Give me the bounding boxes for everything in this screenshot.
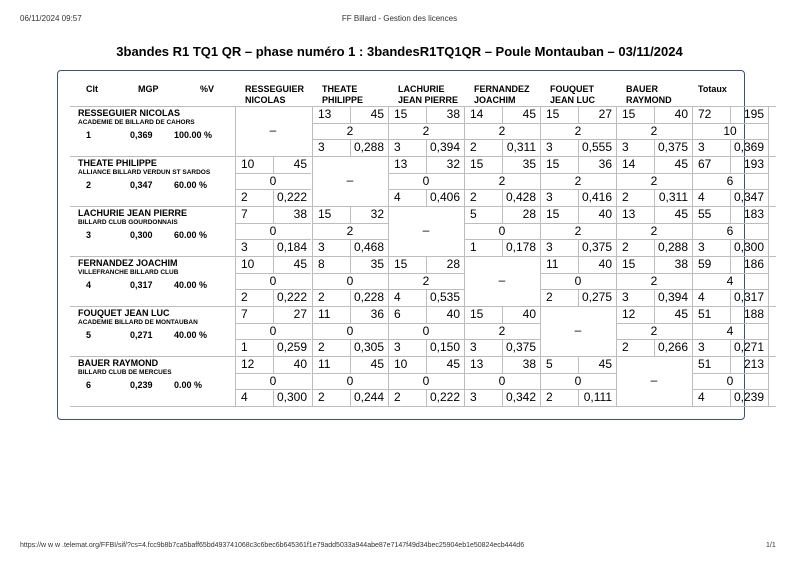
match-total-points: 40: [598, 207, 612, 221]
player-rank: 1: [86, 130, 92, 140]
match-reprises: 2: [318, 290, 325, 305]
header-totals: Totaux: [698, 84, 727, 94]
player-mgp: 0,271: [130, 330, 153, 340]
match-average: 0,266: [657, 340, 688, 355]
match-total-points: 38: [522, 357, 536, 371]
match-reprises: 3: [622, 290, 629, 305]
match-points: 15: [546, 157, 560, 171]
match-match-points: 2: [422, 273, 430, 288]
match-average: 0,375: [657, 140, 688, 155]
match-points: 15: [546, 107, 560, 121]
match-reprises: 3: [470, 340, 477, 355]
match-points: 10: [241, 257, 255, 271]
match-total-points: 27: [598, 107, 612, 121]
match-total-points: 45: [674, 157, 688, 171]
match-points: 11: [318, 307, 331, 321]
total-points: 72: [698, 107, 712, 121]
diagonal-empty-cell: –: [346, 172, 354, 187]
match-points: 14: [470, 107, 484, 121]
match-average: 0,222: [276, 290, 307, 305]
match-reprises: 2: [622, 340, 629, 355]
results-table: [70, 80, 776, 408]
match-average: 0,311: [658, 190, 688, 205]
diagonal-empty-cell: –: [498, 272, 506, 287]
match-points: 15: [622, 107, 636, 121]
player-mgp: 0,300: [130, 230, 153, 240]
match-total-points: 45: [674, 307, 688, 321]
match-points: 13: [622, 207, 636, 221]
match-match-points: 2: [574, 223, 582, 238]
match-total-points: 36: [598, 157, 612, 171]
match-average: 0,288: [657, 240, 688, 255]
match-match-points: 2: [650, 273, 658, 288]
player-club: BILLARD CLUB DE MERCUES: [78, 369, 172, 376]
total-average: 0,271: [733, 340, 764, 355]
match-points: 7: [241, 207, 248, 221]
match-match-points: 0: [498, 223, 506, 238]
player-name: BAUER RAYMOND: [78, 358, 159, 368]
match-match-points: 0: [574, 273, 582, 288]
total-total-points: 186: [743, 257, 764, 271]
print-page-number: 1/1: [766, 542, 776, 549]
diagonal-empty-cell: –: [650, 372, 658, 387]
match-total-points: 45: [370, 107, 384, 121]
player-rank: 5: [86, 330, 92, 340]
match-total-points: 40: [293, 357, 307, 371]
match-match-points: 2: [574, 123, 582, 138]
match-average: 0,468: [353, 240, 384, 255]
total-reprises: 4: [698, 190, 705, 205]
print-url: https://w w w .telemat.org/FFBI/sif/?cs=4.fcc9b8b7ca5baff65bd493741068c3c6bec6b645361f1e79add5033a944abe87e7147f49d34bec25904eb1e50824ecb444d6: [20, 542, 525, 549]
match-average: 0,406: [429, 190, 460, 205]
total-match-points: 10: [723, 123, 737, 138]
match-match-points: 0: [346, 273, 354, 288]
total-reprises: 4: [698, 290, 705, 305]
match-match-points: 2: [574, 173, 582, 188]
player-club: BILLARD CLUB GOURDONNAIS: [78, 219, 178, 226]
player-mgp: 0,239: [130, 380, 153, 390]
player-mgp: 0,317: [130, 280, 153, 290]
match-match-points: 2: [498, 173, 506, 188]
match-reprises: 3: [546, 190, 553, 205]
match-match-points: 2: [346, 123, 354, 138]
diagonal-empty-cell: –: [269, 122, 277, 137]
match-average: 0,150: [429, 340, 460, 355]
match-average: 0,300: [276, 390, 307, 405]
match-reprises: 2: [241, 290, 248, 305]
match-match-points: 0: [269, 223, 277, 238]
match-reprises: 2: [394, 390, 401, 405]
match-points: 11: [546, 257, 559, 271]
print-page-title: FF Billard - Gestion des licences: [341, 14, 458, 23]
print-datetime: 06/11/2024 09:57: [20, 14, 82, 23]
match-match-points: 2: [650, 123, 658, 138]
match-average: 0,416: [581, 190, 612, 205]
match-points: 5: [470, 207, 477, 221]
match-points: 15: [622, 257, 636, 271]
player-name: RESSEGUIER NICOLAS: [78, 108, 181, 118]
total-reprises: 3: [698, 340, 705, 355]
match-reprises: 2: [470, 190, 477, 205]
match-points: 15: [394, 257, 408, 271]
match-points: 10: [394, 357, 408, 371]
match-points: 8: [318, 257, 325, 271]
match-match-points: 0: [269, 273, 277, 288]
total-total-points: 183: [743, 207, 764, 221]
header-opponent-5-line1: FOUQUET: [550, 84, 594, 94]
match-points: 5: [546, 357, 553, 371]
match-points: 15: [546, 207, 560, 221]
total-points: 51: [698, 307, 712, 321]
total-points: 55: [698, 207, 712, 221]
match-match-points: 0: [422, 373, 430, 388]
total-match-points: 6: [726, 223, 734, 238]
match-total-points: 32: [370, 207, 384, 221]
match-reprises: 3: [546, 140, 553, 155]
match-points: 6: [394, 307, 401, 321]
player-mgp: 0,369: [130, 130, 153, 140]
player-club: ACADEMIE DE BILLARD DE CAHORS: [78, 119, 195, 126]
match-total-points: 38: [446, 107, 460, 121]
match-points: 13: [318, 107, 332, 121]
match-points: 11: [318, 357, 331, 371]
match-match-points: 0: [346, 373, 354, 388]
total-match-points: 6: [726, 173, 734, 188]
column-separator: [768, 356, 769, 406]
match-points: 12: [622, 307, 636, 321]
header-opponent-2-line1: THEATE: [322, 84, 358, 94]
player-pctv: 60.00 %: [174, 230, 208, 240]
match-reprises: 1: [241, 340, 248, 355]
player-rank: 3: [86, 230, 92, 240]
player-pctv: 40.00 %: [174, 330, 208, 340]
column-separator: [768, 256, 769, 306]
match-total-points: 45: [370, 357, 384, 371]
match-total-points: 35: [522, 157, 536, 171]
player-pctv: 40.00 %: [174, 280, 208, 290]
match-average: 0,375: [505, 340, 536, 355]
match-match-points: 0: [346, 323, 354, 338]
match-total-points: 28: [446, 257, 460, 271]
player-name: FOUQUET JEAN LUC: [78, 308, 170, 318]
match-match-points: 0: [574, 373, 582, 388]
match-average: 0,259: [276, 340, 307, 355]
match-match-points: 2: [346, 223, 354, 238]
header-opponent-3-line1: LACHURIE: [398, 84, 445, 94]
match-reprises: 3: [622, 140, 629, 155]
player-club: VILLEFRANCHE BILLARD CLUB: [78, 269, 179, 276]
match-points: 7: [241, 307, 248, 321]
header-opponent-5-line2: JEAN LUC: [550, 95, 596, 105]
match-points: 14: [622, 157, 636, 171]
total-total-points: 188: [743, 307, 764, 321]
match-reprises: 2: [318, 390, 325, 405]
player-rank: 4: [86, 280, 92, 290]
match-total-points: 40: [522, 307, 536, 321]
header-opponent-1-line1: RESSEGUIER: [245, 84, 305, 94]
total-match-points: 4: [726, 273, 734, 288]
player-mgp: 0,347: [130, 180, 153, 190]
match-reprises: 4: [241, 390, 248, 405]
total-average: 0,239: [733, 390, 764, 405]
match-average: 0,342: [505, 390, 536, 405]
match-average: 0,222: [429, 390, 460, 405]
header-opponent-4-line1: FERNANDEZ: [474, 84, 530, 94]
match-match-points: 2: [498, 323, 506, 338]
player-club: ACADEMIE BILLARD DE MONTAUBAN: [78, 319, 198, 326]
total-match-points: 4: [726, 323, 734, 338]
match-total-points: 45: [598, 357, 612, 371]
total-total-points: 193: [743, 157, 764, 171]
total-average: 0,317: [733, 290, 764, 305]
match-match-points: 2: [650, 223, 658, 238]
player-rank: 2: [86, 180, 92, 190]
match-reprises: 2: [241, 190, 248, 205]
match-total-points: 38: [293, 207, 307, 221]
match-reprises: 3: [394, 140, 401, 155]
total-total-points: 195: [743, 107, 764, 121]
match-average: 0,428: [505, 190, 536, 205]
diagonal-empty-cell: –: [422, 222, 430, 237]
total-average: 0,300: [733, 240, 764, 255]
column-separator: [768, 306, 769, 356]
row-separator: [70, 406, 776, 407]
match-match-points: 0: [269, 373, 277, 388]
match-match-points: 2: [650, 173, 658, 188]
match-average: 0,228: [353, 290, 384, 305]
match-match-points: 0: [269, 323, 277, 338]
match-average: 0,394: [429, 140, 460, 155]
column-separator: [768, 206, 769, 256]
match-total-points: 40: [446, 307, 460, 321]
match-points: 15: [470, 157, 484, 171]
header-mgp: MGP: [138, 84, 159, 94]
player-name: LACHURIE JEAN PIERRE: [78, 208, 188, 218]
match-average: 0,111: [583, 390, 612, 405]
row-separator: [70, 356, 776, 357]
match-total-points: 27: [293, 307, 307, 321]
player-pctv: 0.00 %: [174, 380, 203, 390]
header-opponent-2-line2: PHILIPPE: [322, 95, 364, 105]
total-reprises: 3: [698, 240, 705, 255]
match-total-points: 40: [598, 257, 612, 271]
document-title: 3bandes R1 TQ1 QR – phase numéro 1 : 3bandesR1TQ1QR – Poule Montauban – 03/11/2024: [116, 44, 683, 59]
match-points: 15: [470, 307, 484, 321]
match-total-points: 38: [674, 257, 688, 271]
match-points: 13: [394, 157, 408, 171]
match-total-points: 45: [446, 357, 460, 371]
match-average: 0,375: [581, 240, 612, 255]
match-average: 0,244: [353, 390, 384, 405]
header-pctv: %V: [200, 84, 215, 94]
match-reprises: 2: [318, 340, 325, 355]
match-average: 0,555: [581, 140, 612, 155]
match-average: 0,535: [429, 290, 460, 305]
match-average: 0,288: [353, 140, 384, 155]
match-average: 0,311: [506, 140, 536, 155]
match-reprises: 2: [546, 390, 553, 405]
match-total-points: 45: [674, 207, 688, 221]
match-total-points: 35: [370, 257, 384, 271]
match-points: 13: [470, 357, 484, 371]
total-points: 51: [698, 357, 712, 371]
total-points: 59: [698, 257, 712, 271]
match-average: 0,394: [657, 290, 688, 305]
match-total-points: 32: [446, 157, 460, 171]
match-reprises: 3: [394, 340, 401, 355]
match-reprises: 2: [546, 290, 553, 305]
match-match-points: 0: [269, 173, 277, 188]
header-opponent-3-line2: JEAN PIERRE: [398, 95, 459, 105]
player-name: THEATE PHILIPPE: [78, 158, 157, 168]
match-match-points: 0: [422, 173, 430, 188]
diagonal-empty-cell: –: [574, 322, 582, 337]
player-name: FERNANDEZ JOACHIM: [78, 258, 178, 268]
match-total-points: 28: [522, 207, 536, 221]
column-separator: [768, 156, 769, 206]
match-match-points: 2: [650, 323, 658, 338]
match-reprises: 4: [394, 290, 401, 305]
match-points: 15: [318, 207, 332, 221]
total-points: 67: [698, 157, 712, 171]
match-reprises: 3: [318, 240, 325, 255]
match-reprises: 2: [470, 140, 477, 155]
header-opponent-6-line2: RAYMOND: [626, 95, 672, 105]
header-opponent-1-line2: NICOLAS: [245, 95, 286, 105]
match-total-points: 40: [674, 107, 688, 121]
match-total-points: 45: [293, 157, 307, 171]
total-reprises: 3: [698, 140, 705, 155]
match-total-points: 45: [522, 107, 536, 121]
match-reprises: 3: [546, 240, 553, 255]
match-reprises: 3: [318, 140, 325, 155]
match-points: 15: [394, 107, 408, 121]
column-separator: [768, 106, 769, 156]
match-total-points: 36: [370, 307, 384, 321]
match-average: 0,305: [353, 340, 384, 355]
match-reprises: 4: [394, 190, 401, 205]
match-reprises: 2: [622, 190, 629, 205]
match-reprises: 3: [470, 390, 477, 405]
header-opponent-4-line2: JOACHIM: [474, 95, 516, 105]
match-match-points: 0: [422, 323, 430, 338]
match-reprises: 2: [622, 240, 629, 255]
total-total-points: 213: [743, 357, 764, 371]
player-pctv: 60.00 %: [174, 180, 208, 190]
match-match-points: 2: [422, 123, 430, 138]
header-clt: Clt: [86, 84, 98, 94]
match-points: 12: [241, 357, 255, 371]
match-average: 0,275: [581, 290, 612, 305]
player-rank: 6: [86, 380, 92, 390]
match-average: 0,222: [276, 190, 307, 205]
match-reprises: 3: [241, 240, 248, 255]
header-opponent-6-line1: BAUER: [626, 84, 659, 94]
player-pctv: 100.00 %: [174, 130, 213, 140]
total-match-points: 0: [726, 373, 734, 388]
player-club: ALLIANCE BILLARD VERDUN ST SARDOS: [78, 169, 211, 176]
match-average: 0,178: [505, 240, 536, 255]
match-match-points: 2: [498, 123, 506, 138]
match-match-points: 0: [498, 373, 506, 388]
total-average: 0,347: [733, 190, 764, 205]
total-reprises: 4: [698, 390, 705, 405]
match-reprises: 1: [470, 240, 477, 255]
match-points: 10: [241, 157, 255, 171]
total-average: 0,369: [733, 140, 764, 155]
match-average: 0,184: [276, 240, 307, 255]
match-total-points: 45: [293, 257, 307, 271]
